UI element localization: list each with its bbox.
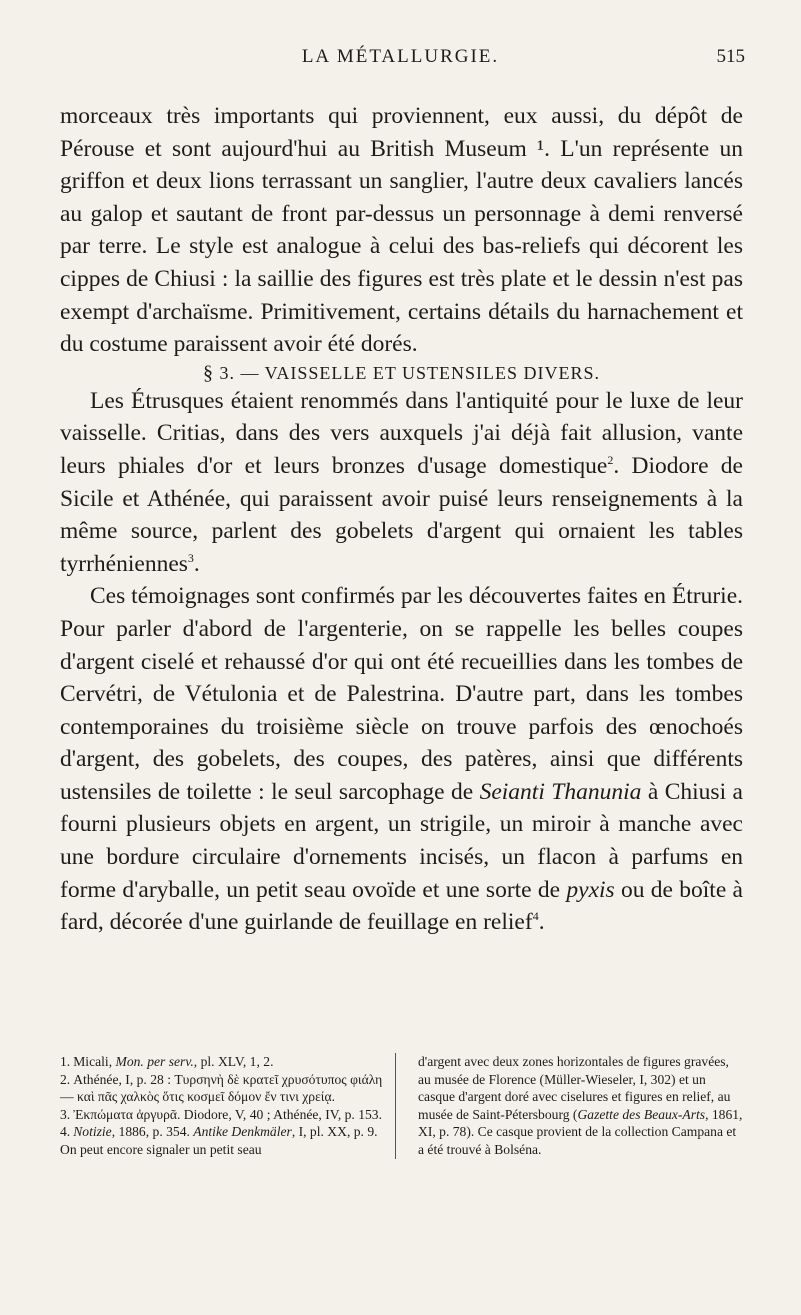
section-number: 3.: [219, 362, 235, 383]
footnote-4-number: 4.: [60, 1124, 71, 1140]
paragraph-3-text-a: Ces témoignages sont confirmés par les découvertes faites en Étrurie. Pour parler d'abord de l'argenterie, on se rappelle les belles coupes d'argent ciselé et rehaussé d'or qui ont été recueillies dans les tombes de Cervétri, de Vétulonia et de Palestrina. D'autre part, dans les tombes contemporaines du troisième siècle on trouve parfois des œnochoés d'argent, des gobelets, des coupes, des patères, ainsi que différents ustensiles de toilette : le seul sarcophage de: [60, 583, 743, 805]
footnotes: [60, 1053, 743, 1159]
page-header: [0, 46, 801, 76]
footnote-4-text-a: , 1886, p. 354.: [111, 1124, 194, 1140]
paragraph-3: [60, 580, 743, 939]
footnote-3-number: 3.: [60, 1106, 71, 1122]
paragraph-3-text-b: à Chiusi a fourni plusieurs objets en argent, un strigile, un miroir à manche avec une bordure circulaire d'ornements incisés, un flacon à parfums en forme d'aryballe, un petit seau ovoïde et une sorte de: [60, 778, 743, 903]
paragraph-2-text-c: .: [193, 550, 200, 577]
paragraph-3-text-c: ou de boîte à fard, décorée d'une guirlande de feuillage en relief: [60, 876, 743, 936]
running-title: LA MÉTALLURGIE.: [301, 46, 500, 67]
footnote-2-text: Athénée, I, p. 28 : Τυρσηνὴ δὲ κρατεῖ χρυσότυπος φιάλη — καὶ πᾶς χαλκὸς ὅτις κοσμεῖ δόμον ἔν τινι χρείᾳ.: [60, 1071, 383, 1105]
paragraph-2-text-b: . Diodore de Sicile et Athénée, qui paraissent avoir puisé leurs renseignements à la même source, parlent des gobelets d'argent qui ornaient les tables tyrrhéniennes: [60, 452, 743, 577]
footnote-4-cont-text-a: d'argent avec deux zones horizontales de figures gravées, au musée de Florence (Müller-Wieseler, I, 302) et un casque d'argent doré avec ciselures et figures en relief, au musée de Saint-Pétersbourg (: [418, 1054, 731, 1122]
footnote-4: [60, 1123, 385, 1158]
footnote-4-text-b: , I, pl. XX, p. 9. On peut encore signaler un petit seau: [60, 1124, 378, 1157]
footnote-1-number: 1.: [60, 1054, 71, 1069]
footnote-1: [60, 1053, 385, 1071]
footnotes-left-column: [60, 1053, 396, 1159]
footnote-4-cont-italic: Gazette des Beaux-Arts: [577, 1106, 706, 1122]
footnote-ref-4: 4: [532, 909, 539, 924]
footnote-4-italic-b: Antike Denkmäler: [193, 1124, 292, 1140]
paragraph-2-text-a: Les Étrusques étaient renommés dans l'antiquité pour le luxe de leur vaisselle. Critias, dans des vers auxquels j'ai déjà fait allusion, vante leurs phiales d'or et leurs bronzes d'usage domestique: [60, 387, 743, 479]
paragraph-3-italic-name: Seianti Thanunia: [479, 778, 642, 805]
section-title: VAISSELLE ET USTENSILES DIVERS.: [264, 362, 601, 383]
paragraph-3-italic-pyxis: pyxis: [566, 876, 615, 903]
footnote-2-number: 2.: [60, 1071, 71, 1087]
footnote-2: [60, 1071, 385, 1106]
section-dash: —: [240, 362, 260, 383]
paragraph-2: [60, 385, 743, 581]
footnote-3: [60, 1106, 385, 1124]
footnote-1-italic: Mon. per serv.: [115, 1054, 194, 1069]
footnote-ref-3: 3: [187, 550, 194, 565]
main-text: [60, 100, 743, 939]
footnote-3-text: Ἐκπώματα ἀργυρᾶ. Diodore, V, 40 ; Athénée, IV, p. 153.: [73, 1106, 383, 1122]
footnote-4-cont-text-b: , 1861, XI, p. 78). Ce casque provient de la collection Campana et a été trouvé à Bolséna.: [418, 1106, 743, 1157]
footnotes-right-column: [418, 1053, 743, 1159]
footnote-4-continued: [418, 1053, 743, 1159]
section-heading: [60, 361, 743, 385]
footnote-1-text-b: , pl. XLV, 1, 2.: [193, 1054, 274, 1069]
paragraph-3-text-d: .: [538, 909, 545, 936]
footnote-4-italic-a: Notizie: [73, 1124, 112, 1140]
footnote-1-text-a: Micali,: [73, 1054, 116, 1069]
paragraph-1: morceaux très importants qui proviennent, eux aussi, du dépôt de Pérouse et sont aujourd'hui au British Museum ¹. L'un représente un griffon et deux lions terrassant un sanglier, l'autre deux cavaliers lancés au galop et sautant de front par-dessus un personnage à demi renversé par terre. Le style est analogue à celui des bas-reliefs qui décorent les cippes de Chiusi : la saillie des figures est très plate et le dessin n'est pas exempt d'archaïsme. Primitivement, certains détails du harnachement et du costume paraissent avoir été dorés.: [60, 103, 743, 358]
page-number: 515: [716, 46, 745, 67]
footnote-ref-2: 2: [607, 453, 614, 468]
section-sign: §: [202, 361, 214, 384]
